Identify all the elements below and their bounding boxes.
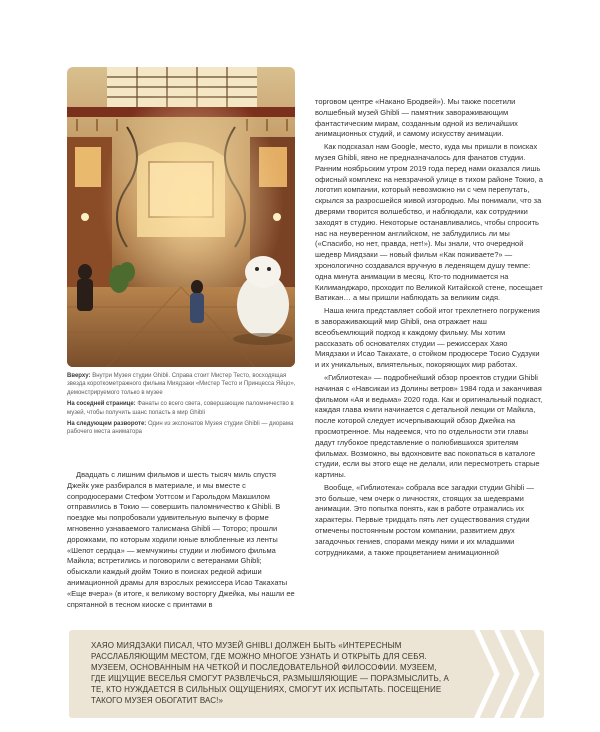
pull-quote-text: ХАЯО МИЯДЗАКИ ПИСАЛ, ЧТО МУЗЕЙ GHIBLI ДОЛЖЕН БЫТЬ «ИНТЕРЕСНЫМ РАССЛАБЛЯЮЩИМ МЕСТОМ, ГДЕ МОЖНО МНОГОЕ УЗНАТЬ И ОТКРЫТЬ ДЛЯ СЕБЯ. МУЗЕЕМ, ОСНОВАННЫМ НА ЧЕТКОЙ И ПОСЛЕДОВАТЕЛЬНОЙ ФИЛОСОФИИ. МУЗЕЕМ, ГДЕ ИЩУЩИЕ ВЕСЕЛЬЯ СМОГУТ РАЗВЛЕЧЬСЯ, РАЗМЫШЛЯЮЩИЕ — ПОРАЗМЫСЛИТЬ, А ТЕ, КТО НУЖДАЕТСЯ В СИЛЬНЫХ ОЩУЩЕНИЯХ, СМОГУТ ИХ ИСПЫТАТЬ. ПОСЕЩЕНИЕ ТАКОГО МУЗЕЯ ОБОГАТИТ ВАС!» <box>91 641 449 705</box>
photo-captions <box>67 372 297 440</box>
caption-next-spread <box>67 420 297 437</box>
museum-interior-photo <box>67 67 295 367</box>
paragraph: Наша книга представляет собой итог трехлетнего погружения в завораживающий мир Ghibli, она отражает наш всеобъемлющий подход к каждому фильму. Мы хотим рассказать об основателях студии — режиссерах Хаяо Миядзаки и Исао Такахате, о стойком продюсере Тосио Судзуки и их уникальных, влиятельных, покоряющих мир работах. <box>315 306 540 370</box>
pull-quote-box <box>69 630 544 718</box>
caption-label: На следующем развороте: <box>67 421 147 428</box>
paragraph: Двадцать с лишним фильмов и шесть тысяч миль спустя Джейк уже разбирался в материале, и мы вместе с сопродюсерами Стефом Уоттсом и Гарольдом Макшилом отправились в Токио — совершить паломничество к Ghibli. В поездке мы попробовали удивительную выпечку в форме мгновенно узнаваемого талисмана Ghibli — Тоторо; прошли дорожками, по которым ходили юные влюбленные из ленты «Шепот сердца» — жемчужины студии и любимого фильма Майкла; встретились и поговорили с ветеранами Ghibli; обыскали каждый дюйм Токио в поисках редкой афиши анимационной драмы для взрослых режиссера Исао Такахаты «Еще вчера» (в итоге, к великому восторгу Джейка, мы нашли ее спрятанной в тесном киоске с принтами в <box>67 470 295 609</box>
caption-adjacent-page <box>67 400 297 417</box>
paragraph: Вообще, «Гиблиотека» собрала все загадки студии Ghibli — это больше, чем очерк о личностях, стоящих за шедеврами анимации. Это попытка понять, как в работе отражались их характеры. Первые тридцать пять лет существования студии отмечены постоянным ростом компании, развитием двух загадочных гениев, спорами между ними и их младшими сотрудниками, а также процветанием анимационной <box>315 482 534 557</box>
museum-interior-illustration <box>67 67 295 367</box>
caption-label: На соседней странице: <box>67 401 136 408</box>
caption-label: Вверху: <box>67 373 91 379</box>
caption-top <box>67 372 297 397</box>
left-text-column <box>67 470 295 612</box>
right-text-column <box>315 97 543 560</box>
caption-text: Фанаты со всего света, совершающие паломничество в музей, чтобы получить шанс попасть в мир Ghibli <box>67 401 294 416</box>
paragraph: «Гиблиотека» — подробнейший обзор проектов студии Ghibli начиная с «Навсикаи из Долины ветров» 1984 года и заканчивая фильмом «Ая и ведьма» 2020 года. Как и оригинальный подкаст, каждая глава книги начинается с детальной лекции от Майкла, после которой следует исчерпывающий обзор Джейка на просмотренное. Мы надеемся, что по отдельности эти главы дадут глубокое представление о полюбившихся зрителям фильмах. Возможно, вы вдохновите вас покопаться в каталоге студии, если вы этого еще не делали, или пересмотреть старые картины. <box>315 372 543 480</box>
chevron-decoration-icon <box>469 630 544 718</box>
paragraph: Как подсказал нам Google, место, куда мы пришли в поисках музея Ghibli, явно не предназначалось для фанатов студии. Ранним ноябрьским утром 2019 года перед нами оказался лишь офисный комплекс на невзрачной улице в тихом районе Токио, а логотип компании, который невозможно ни с чем перепутать, скрылся за разросшейся живой изгородью. Мы понимали, что за дверями творится волшебство, и наблюдали, как сотрудники заходят в студию. Некоторые останавливались, чтобы спросить нас на неуверенном английском, не заблудились ли мы («Спасибо, но нет, правда, нет!»). Мы знали, что очередной шедевр Миядзаки — новый фильм «Как поживаете?» — хронологично создавался вручную в леденящем душу темпе: одна минута анимации в месяц. Кто-то поднимается на Килиманджаро, проходит по Великой Китайской стене, посещает Ватикан… а мы пришли наблюдать за великим сидя. <box>315 142 543 303</box>
paragraph: торговом центре «Накано Бродвей»). Мы также посетили волшебный музей Ghibli — памятник завораживающим фантастическим мирам, созданным одной из величайших анимационных студий, и самому искусству анимации. <box>315 97 518 139</box>
caption-text: Внутри Музея студии Ghibli. Справа стоит Мистер Тесто, восходящая звезда короткометражного фильма Миядзаки «Мистер Тесто и Принцесса Яйцо», демонстрируемого только в музее <box>67 373 296 396</box>
caption-text: Один из экспонатов Музея студии Ghibli — диорама рабочего места аниматора <box>67 421 294 436</box>
